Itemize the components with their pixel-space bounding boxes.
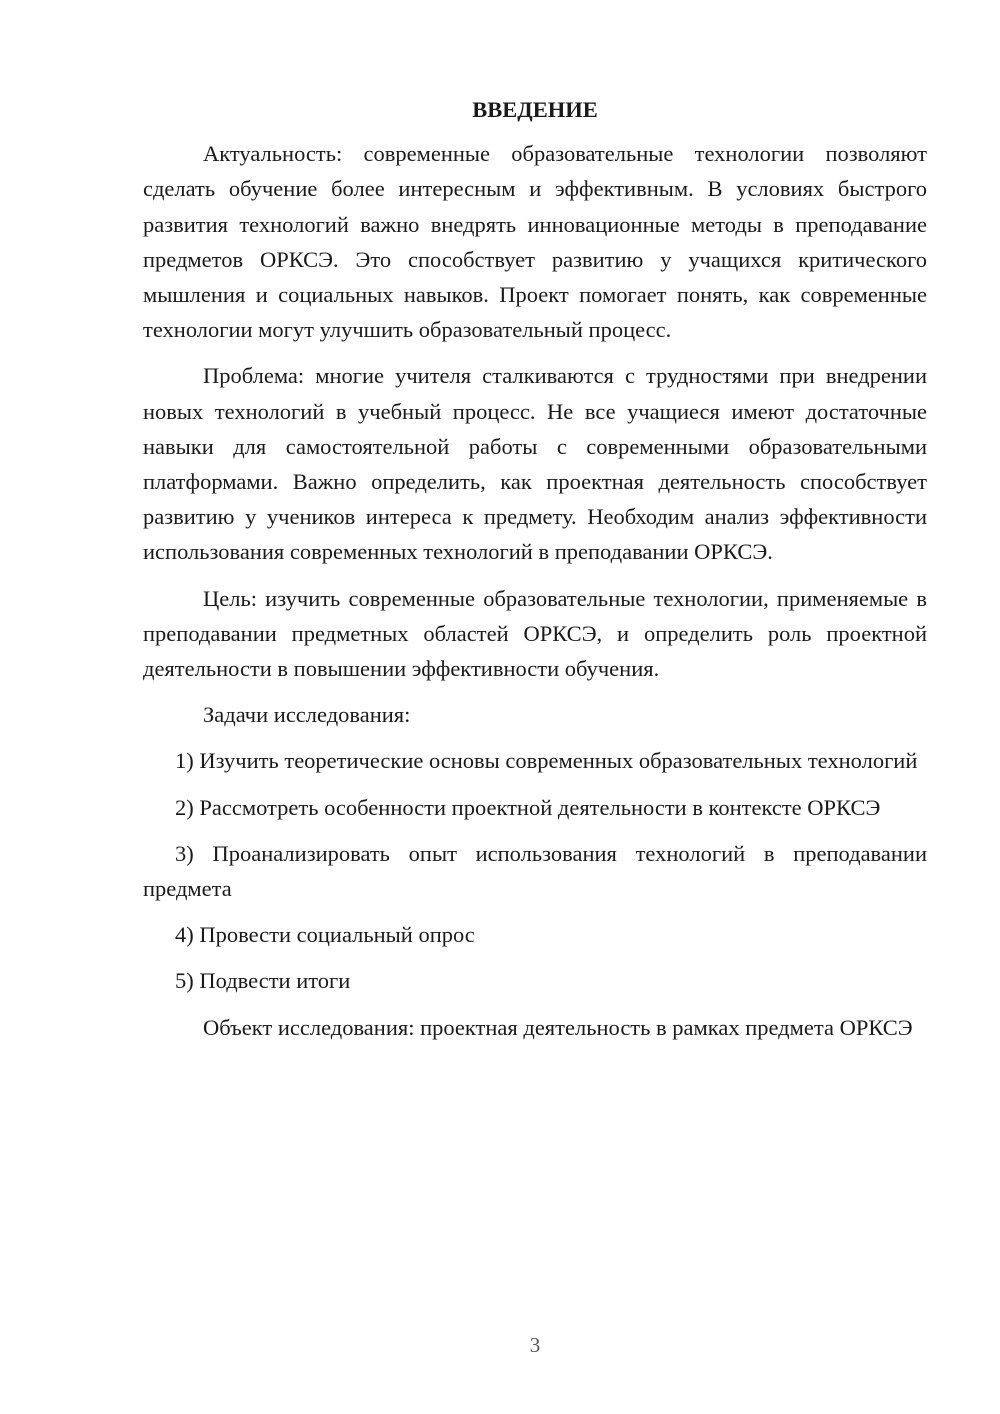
page-number: 3 <box>529 1333 541 1357</box>
task-item-1: 1) Изучить теоретические основы современных образовательных технологий <box>175 748 918 774</box>
paragraph-problem: Проблема: многие учителя сталкиваются с трудностями при внедрении новых технологий в учебный процесс. Не все учащиеся имеют достаточные навыки для самостоятельной работы с современными образовательными платформами. Важно определить, как проектная деятельность способствует развитию у учеников интереса к предмету. Необходим анализ эффективности использования современных технологий в преподавании ОРКСЭ. <box>143 363 927 565</box>
paragraph-goal: Цель: изучить современные образовательные технологии, применяемые в преподавании предметных областей ОРКСЭ, и определить роль проектной деятельности в повышении эффективности обучения. <box>143 585 927 682</box>
page-content <box>143 92 927 1056</box>
task-item-2: 2) Рассмотреть особенности проектной деятельности в контексте ОРКСЭ <box>175 794 881 820</box>
paragraph-object: Объект исследования: проектная деятельность в рамках предмета ОРКСЭ <box>203 1014 913 1040</box>
task-item-4: 4) Провести социальный опрос <box>175 922 475 948</box>
task-item-5: 5) Подвести итоги <box>175 968 351 994</box>
section-title: ВВЕДЕНИЕ <box>472 97 598 122</box>
paragraph-relevance: Актуальность: современные образовательные технологии позволяют сделать обучение более интересным и эффективным. В условиях быстрого развития технологий важно внедрять инновационные методы в преподавание предметов ОРКСЭ. Это способствует развитию у учащихся критического мышления и социальных навыков. Проект помогает понять, как современные технологии могут улучшить образовательный процесс. <box>143 141 927 343</box>
task-item-3: 3) Проанализировать опыт использования технологий в преподавании предмета <box>143 840 927 902</box>
paragraph-tasks-heading: Задачи исследования: <box>203 702 411 728</box>
